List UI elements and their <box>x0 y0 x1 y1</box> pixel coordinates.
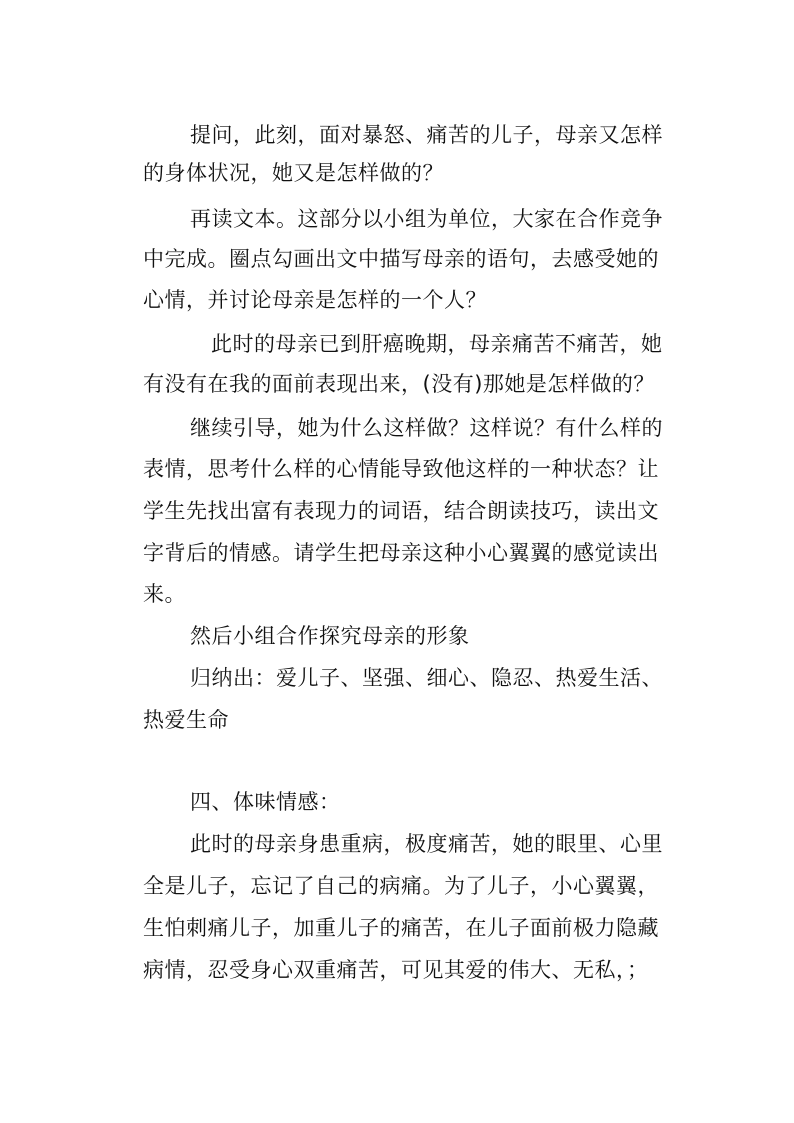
text-line: 心情，并讨论母亲是怎样的一个人？ <box>143 288 487 312</box>
text-line: 病情，忍受身心双重痛苦，可见其爱的伟大、无私，； <box>143 958 649 982</box>
text-line: 中完成。圈点勾画出文中描写母亲的语句，去感受她的 <box>143 247 659 271</box>
text-line: 此时的母亲身患重病，极度痛苦，她的眼里、心里 <box>190 832 663 856</box>
text-line: 来。 <box>143 582 186 606</box>
text-line: 学生先找出富有表现力的词语，结合朗读技巧，读出文 <box>143 499 659 523</box>
text-line: 此时的母亲已到肝癌晚期，母亲痛苦不痛苦，她 <box>211 332 663 356</box>
text-line: 全是儿子，忘记了自己的病痛。为了儿子，小心翼翼， <box>143 874 659 898</box>
text-line: 的身体状况，她又是怎样做的？ <box>143 161 444 185</box>
text-line: 生怕刺痛儿子，加重儿子的痛苦，在儿子面前极力隐藏 <box>143 916 659 940</box>
text-line: 热爱生命 <box>143 708 229 732</box>
text-line: 然后小组合作探究母亲的形象 <box>190 624 470 648</box>
text-line: 再读文本。这部分以小组为单位，大家在合作竞争 <box>190 207 663 231</box>
text-line: 归纳出：爱儿子、坚强、细心、隐忍、热爱生活、 <box>190 666 663 690</box>
text-line: 字背后的情感。请学生把母亲这种小心翼翼的感觉读出 <box>143 541 659 565</box>
text-line: 表情，思考什么样的心情能导致他这样的一种状态？让 <box>143 457 659 481</box>
text-line: 继续引导，她为什么这样做？这样说？有什么样的 <box>190 416 663 440</box>
section-heading: 四、体味情感： <box>190 790 341 814</box>
text-line: 提问，此刻，面对暴怒、痛苦的儿子，母亲又怎样 <box>190 123 663 147</box>
text-line: 有没有在我的面前表现出来，(没有)那她是怎样做的？ <box>143 372 655 396</box>
